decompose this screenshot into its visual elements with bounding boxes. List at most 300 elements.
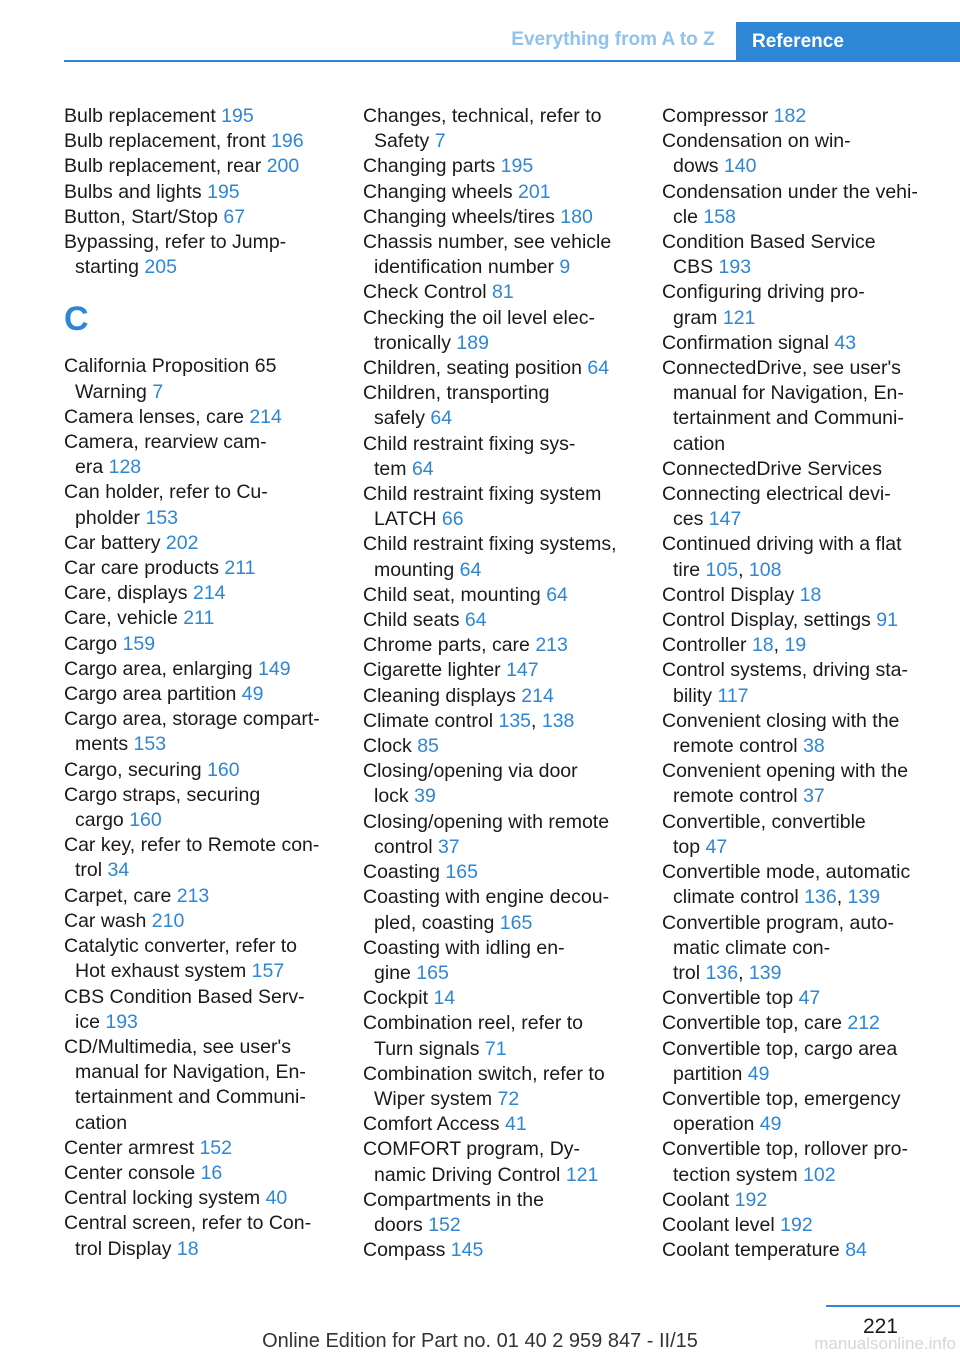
index-column-3 (662, 104, 942, 1263)
index-entry-term: tire (673, 558, 706, 581)
index-entry-term: Convertible program, auto- (662, 911, 894, 934)
index-entry-term: Hot exhaust system (75, 960, 252, 983)
page-reference-link[interactable]: 214 (521, 684, 554, 707)
page-reference-link[interactable]: 128 (108, 456, 142, 479)
index-entry-term: Convenient closing with the (662, 709, 900, 732)
page-reference-link[interactable]: 43 (834, 331, 857, 354)
page-reference-link[interactable]: 213 (176, 884, 210, 907)
index-entry-term: ice (75, 1010, 106, 1033)
page-reference-link[interactable]: 37 (803, 785, 825, 808)
index-entry-term: Convertible mode, automatic (662, 861, 911, 884)
index-entry-term: cargo (75, 809, 130, 832)
page-reference-link[interactable]: 72 (497, 1087, 520, 1110)
page-reference-link[interactable]: 136 (804, 886, 837, 909)
page-reference-link[interactable]: 160 (129, 809, 162, 832)
page-reference-link[interactable]: 180 (560, 205, 593, 228)
index-entry-term: Bulbs and lights (64, 180, 208, 203)
page-reference-link[interactable]: 18 (751, 634, 774, 657)
index-entry (64, 657, 336, 682)
page-reference-link[interactable]: 9 (559, 256, 571, 279)
index-entry-term: Control Display, settings (662, 609, 877, 632)
index-entry-term: Coasting (363, 861, 446, 884)
index-entry-term: Safety (374, 130, 435, 153)
page-reference-link[interactable]: 85 (417, 735, 439, 758)
page-reference-link[interactable]: 139 (748, 961, 782, 984)
index-entry-term: Changes, technical, refer to (363, 105, 602, 127)
page-reference-link[interactable]: 193 (718, 256, 752, 279)
page-reference-link[interactable]: 117 (717, 684, 749, 707)
index-entry-term: ces (673, 508, 709, 531)
index-entry (363, 432, 635, 482)
index-entry-term: Connecting electrical devi- (662, 483, 891, 506)
index-entry-term: identification number (374, 256, 560, 279)
index-entry-term: Coasting with idling en- (363, 936, 565, 959)
index-entry-term: Coolant (662, 1188, 735, 1211)
page-reference-link[interactable]: 182 (773, 105, 807, 127)
index-entry-term: remote control (673, 735, 804, 758)
index-entry (662, 129, 942, 179)
index-entry (64, 230, 336, 280)
page-reference-link[interactable]: 64 (459, 558, 482, 581)
index-entry (363, 381, 635, 431)
index-entry (64, 758, 336, 783)
index-entry (64, 707, 336, 757)
index-entry (363, 306, 635, 356)
index-entry (662, 1213, 942, 1238)
page-reference-link[interactable]: 7 (434, 130, 446, 153)
index-entry (64, 985, 336, 1035)
page-reference-link[interactable]: 138 (541, 709, 575, 732)
index-entry-term: Warning (75, 380, 153, 403)
index-entry (662, 104, 942, 129)
index-entry (363, 280, 635, 305)
index-entry-term: Condensation under the vehi- (662, 180, 918, 203)
index-entry-term: Button, Start/Stop (64, 205, 224, 228)
page-reference-link[interactable]: 205 (144, 256, 177, 279)
index-entry (363, 180, 635, 205)
index-entry-term: Turn signals (374, 1037, 485, 1060)
index-entry-term: tertainment and Communi- (673, 407, 904, 430)
index-entry (64, 1186, 336, 1211)
header-section-title: Everything from A to Z (511, 29, 715, 50)
index-entry-term: namic Driving Control (374, 1163, 566, 1186)
index-entry (662, 331, 942, 356)
index-entry (363, 986, 635, 1011)
index-entry (64, 1035, 336, 1136)
index-entry (363, 709, 635, 734)
index-entry-term: Bulb replacement, front (64, 130, 272, 153)
index-entry (363, 734, 635, 759)
page-reference-link[interactable]: 121 (722, 306, 756, 329)
index-entry (64, 180, 336, 205)
index-entry-term: Clock (363, 735, 418, 758)
index-entry-term: climate control (673, 886, 805, 909)
page-reference-link[interactable]: 121 (565, 1163, 599, 1186)
index-entry (662, 1188, 942, 1213)
page-reference-link[interactable]: 7 (152, 380, 164, 403)
index-entry-term: California Proposition 65 (64, 355, 277, 378)
index-entry (662, 1238, 942, 1263)
index-entry-term: Bulb replacement (64, 105, 222, 127)
index-entry (64, 909, 336, 934)
index-entry-term: Child restraint fixing systems, (363, 533, 617, 556)
index-entry-term: Car wash (64, 909, 152, 932)
index-entry-term: Changing wheels (363, 180, 519, 203)
index-entry (662, 356, 942, 457)
index-entry-term: Cargo, securing (64, 758, 208, 781)
page-reference-link[interactable]: 49 (759, 1113, 782, 1136)
index-entry (64, 632, 336, 657)
index-entry (64, 1136, 336, 1161)
index-entry-term: Convenient opening with the (662, 760, 909, 783)
page-reference-link[interactable]: 189 (456, 331, 489, 354)
index-entry-term: Checking the oil level elec- (363, 306, 595, 329)
page-reference-link[interactable]: 18 (176, 1237, 199, 1260)
index-entry-term: Convertible, convertible (662, 810, 866, 833)
index-entry (662, 482, 942, 532)
page-reference-link[interactable]: 159 (122, 632, 156, 655)
index-entry (662, 532, 942, 582)
page-reference-link[interactable]: 145 (450, 1239, 484, 1262)
index-entry (662, 633, 942, 658)
index-entry-term: Cargo area, storage compart- (64, 708, 320, 731)
page-reference-link[interactable]: 152 (199, 1136, 232, 1159)
index-entry (662, 911, 942, 987)
index-entry-term: Control systems, driving sta- (662, 659, 908, 682)
page-reference-link[interactable]: 135 (498, 709, 532, 732)
page-reference-link[interactable]: 200 (266, 155, 300, 178)
index-entry (662, 1137, 942, 1187)
index-entry-term: Carpet, care (64, 884, 177, 907)
index-entry-term: CBS Condition Based Serv- (64, 985, 305, 1008)
index-entry-term: matic climate con- (673, 936, 831, 959)
page-reference-link[interactable]: 149 (258, 657, 291, 680)
page-reference-link[interactable]: 195 (207, 180, 240, 203)
index-column-1 (64, 104, 336, 1262)
index-entry (662, 608, 942, 633)
index-entry-term: lock (374, 785, 415, 808)
page-reference-link[interactable]: 38 (803, 735, 825, 758)
page-reference-link[interactable]: 102 (803, 1163, 836, 1186)
index-entry-term: Children, transporting (363, 382, 550, 405)
page-reference-link[interactable]: 211 (183, 607, 215, 630)
index-entry-term: Convertible top (662, 987, 799, 1010)
page-reference-link[interactable]: 91 (876, 609, 898, 632)
page-separator: , (531, 709, 542, 732)
index-entry (662, 1087, 942, 1137)
page-reference-link[interactable]: 214 (192, 582, 226, 605)
page-reference-link[interactable]: 153 (145, 506, 179, 529)
index-entry (64, 205, 336, 230)
index-entry-term: CD/Multimedia, see user's (64, 1035, 291, 1058)
page-reference-link[interactable]: 140 (723, 155, 757, 178)
index-entry (64, 783, 336, 833)
index-entry (363, 532, 635, 582)
index-entry (662, 1037, 942, 1087)
index-entry (363, 684, 635, 709)
index-entry (363, 230, 635, 280)
index-entry (662, 180, 942, 230)
page-reference-link[interactable]: 49 (241, 683, 264, 706)
index-entry-term: cle (673, 205, 704, 228)
page-reference-link[interactable]: 160 (207, 758, 240, 781)
index-entry-term: Compass (363, 1239, 451, 1262)
index-entry-term: safely (374, 407, 431, 430)
page-reference-link[interactable]: 40 (265, 1187, 288, 1210)
page-reference-link[interactable]: 158 (703, 205, 736, 228)
page-reference-link[interactable]: 210 (151, 909, 185, 932)
index-entry-term: Condensation on win- (662, 130, 851, 153)
index-entry-term: Cargo area, enlarging (64, 657, 259, 680)
page-reference-link[interactable]: 165 (416, 961, 449, 984)
page-reference-link[interactable]: 152 (428, 1213, 461, 1236)
index-entry-term: Bulb replacement, rear (64, 155, 267, 178)
page-reference-link[interactable]: 201 (518, 180, 551, 203)
index-entry (363, 885, 635, 935)
page-reference-link[interactable]: 214 (249, 405, 282, 428)
index-entry-term: starting (75, 256, 145, 279)
page-reference-link[interactable]: 195 (221, 105, 254, 127)
index-entry (363, 633, 635, 658)
index-entry-term: mounting (374, 558, 460, 581)
index-entry (363, 1062, 635, 1112)
index-entry (363, 759, 635, 809)
index-entry-term: tem (374, 457, 412, 480)
page-reference-link[interactable]: 19 (784, 634, 807, 657)
index-entry-term: Condition Based Service (662, 231, 876, 254)
index-entry-term: pled, coasting (374, 911, 500, 934)
page-separator: , (773, 634, 785, 657)
page-reference-link[interactable]: 153 (133, 733, 167, 756)
page-reference-link[interactable]: 84 (845, 1239, 867, 1262)
index-entry (363, 936, 635, 986)
page-reference-link[interactable]: 108 (748, 558, 782, 581)
page-reference-link[interactable]: 47 (705, 835, 728, 858)
index-entry-term: Center armrest (64, 1136, 200, 1159)
index-entry (662, 810, 942, 860)
index-entry (64, 833, 336, 883)
index-entry (64, 606, 336, 631)
page-reference-link[interactable]: 18 (799, 583, 822, 606)
index-entry (363, 482, 635, 532)
index-entry-term: remote control (673, 785, 804, 808)
index-entry (662, 860, 942, 910)
index-entry-term: Cargo (64, 632, 123, 655)
index-entry-term: Central locking system (64, 1187, 266, 1210)
index-entry (64, 354, 336, 404)
index-entry (64, 430, 336, 480)
index-entry-term: Check Control (363, 281, 492, 304)
index-entry (64, 556, 336, 581)
index-entry (363, 860, 635, 885)
watermark-text: manualsonline.info (814, 1334, 956, 1353)
index-entry-term: cation (75, 1111, 128, 1134)
page-reference-link[interactable]: 64 (587, 357, 610, 380)
index-entry-term: operation (673, 1113, 760, 1136)
index-entry-term: doors (374, 1213, 429, 1236)
index-entry-term: Chrome parts, care (363, 634, 536, 657)
index-entry-term: Controller (662, 634, 752, 657)
page-separator: , (836, 886, 848, 909)
footer-edition-text: Online Edition for Part no. 01 40 2 959 847 - II/15 (262, 1330, 698, 1352)
index-entry-term: Coolant level (662, 1213, 781, 1236)
page-reference-link[interactable]: 37 (437, 835, 460, 858)
index-entry-term: Child seats (363, 609, 465, 632)
index-entry (64, 104, 336, 129)
page-reference-link[interactable]: 64 (546, 583, 568, 606)
index-column-2 (363, 104, 635, 1263)
page-reference-link[interactable]: 196 (271, 130, 304, 153)
index-entry (64, 405, 336, 430)
page-reference-link[interactable]: 105 (705, 558, 739, 581)
index-entry (363, 810, 635, 860)
index-entry-term: Changing wheels/tires (363, 205, 561, 228)
index-entry-term: Bypassing, refer to Jump- (64, 231, 287, 254)
index-entry-term: Closing/opening with remote (363, 810, 610, 833)
index-entry-term: control (374, 835, 438, 858)
index-entry (662, 658, 942, 708)
index-entry (662, 583, 942, 608)
page-reference-link[interactable]: 81 (491, 281, 514, 304)
index-entry-term: Child restraint fixing sys- (363, 432, 576, 455)
page-reference-link[interactable]: 66 (441, 508, 464, 531)
index-entry-term: Convertible top, emergency (662, 1087, 901, 1110)
index-entry (64, 531, 336, 556)
index-entry (662, 457, 942, 482)
index-entry-term: Cargo area partition (64, 683, 242, 706)
page-reference-link[interactable]: 202 (165, 531, 199, 554)
page-reference-link[interactable]: 212 (847, 1012, 880, 1035)
index-entry-term: Convertible top, cargo area (662, 1037, 898, 1060)
index-entry-term: cation (673, 432, 726, 455)
index-entry-term: Configuring driving pro- (662, 281, 865, 304)
index-entry (363, 104, 635, 154)
page-reference-link[interactable]: 64 (464, 609, 487, 632)
index-entry-term: partition (673, 1062, 748, 1085)
index-entry-term: Comfort Access (363, 1113, 505, 1136)
page-number: 221 (862, 1315, 898, 1338)
index-entry (363, 1188, 635, 1238)
page-reference-link[interactable]: 49 (747, 1062, 770, 1085)
index-entry-term: Camera, rearview cam- (64, 431, 267, 454)
page-reference-link[interactable]: 192 (734, 1188, 768, 1211)
index-entry-term: Combination switch, refer to (363, 1062, 605, 1085)
index-entry-term: Care, vehicle (64, 607, 184, 630)
index-entry-term: Cargo straps, securing (64, 783, 261, 806)
page-reference-link[interactable]: 165 (445, 861, 478, 884)
page-reference-link[interactable]: 64 (411, 457, 434, 480)
index-entry-term: trol (673, 961, 706, 984)
index-entry (64, 1211, 336, 1261)
index-entry-term: Coolant temperature (662, 1239, 846, 1262)
index-entry (363, 1011, 635, 1061)
index-entry (64, 1161, 336, 1186)
index-entry-term: Continued driving with a flat (662, 533, 902, 556)
page-reference-link[interactable]: 147 (506, 659, 539, 682)
page-reference-link[interactable]: 71 (484, 1037, 507, 1060)
index-entry-term: top (673, 835, 706, 858)
index-entry-term: Can holder, refer to Cu- (64, 481, 268, 504)
index-entry-term: Center console (64, 1161, 201, 1184)
index-entry (64, 581, 336, 606)
page-reference-link[interactable]: 67 (223, 205, 246, 228)
index-entry-term: Car battery (64, 531, 166, 554)
page-reference-link[interactable]: 34 (107, 859, 130, 882)
page-reference-link[interactable]: 213 (535, 634, 568, 657)
index-entry-term: Cleaning displays (363, 684, 522, 707)
index-entry (662, 709, 942, 759)
index-entry (662, 280, 942, 330)
index-entry-term: Combination reel, refer to (363, 1012, 584, 1035)
page-reference-link[interactable]: 47 (798, 987, 821, 1010)
index-entry (662, 1011, 942, 1036)
page-reference-link[interactable]: 14 (433, 987, 456, 1010)
page-reference-link[interactable]: 147 (708, 508, 742, 531)
index-entry-term: dows (673, 155, 724, 178)
header-tab-reference: Reference (736, 22, 960, 62)
index-entry-term: COMFORT program, Dy- (363, 1138, 581, 1161)
index-entry-term: Care, displays (64, 582, 193, 605)
index-entry-term: manual for Navigation, En- (673, 382, 904, 405)
index-entry (363, 205, 635, 230)
page-reference-link[interactable]: 41 (504, 1113, 527, 1136)
index-entry-term: Cockpit (363, 987, 434, 1010)
page-separator: , (738, 558, 749, 581)
index-entry-term: Changing parts (363, 155, 501, 178)
index-entry-term: trol (75, 859, 108, 882)
page-reference-link[interactable]: 64 (430, 407, 453, 430)
page-reference-link[interactable]: 165 (499, 911, 533, 934)
index-entry-term: ments (75, 733, 134, 756)
index-entry-term: bility (673, 684, 718, 707)
page-reference-link[interactable]: 195 (500, 155, 534, 178)
page-reference-link[interactable]: 16 (200, 1161, 223, 1184)
index-entry (662, 230, 942, 280)
index-entry-term: ConnectedDrive Services (662, 457, 883, 480)
page-reference-link[interactable]: 39 (414, 785, 436, 808)
index-entry (64, 884, 336, 909)
index-entry-term: Wiper system (374, 1087, 498, 1110)
page-reference-link[interactable]: 211 (224, 557, 256, 580)
index-entry (363, 608, 635, 633)
page-reference-link[interactable]: 193 (105, 1010, 138, 1033)
index-entry-term: Cigarette lighter (363, 659, 507, 682)
index-entry-term: Closing/opening via door (363, 760, 578, 783)
page-reference-link[interactable]: 136 (705, 961, 739, 984)
index-entry-term: Confirmation signal (662, 331, 835, 354)
index-entry-term: Chassis number, see vehicle (363, 231, 612, 254)
index-entry-term: Control Display (662, 583, 800, 606)
index-entry-term: Catalytic converter, refer to (64, 935, 298, 958)
index-entry-term: Central screen, refer to Con- (64, 1212, 312, 1235)
index-entry-term: Convertible top, rollover pro- (662, 1138, 909, 1161)
index-entry-term: Compressor (662, 105, 774, 127)
index-entry (64, 934, 336, 984)
page-separator: , (738, 961, 749, 984)
footer-rule (826, 1305, 960, 1307)
index-entry-term: Child restraint fixing system (363, 483, 602, 506)
index-entry-term: gram (673, 306, 723, 329)
index-entry-term: Compartments in the (363, 1188, 544, 1211)
index-entry-term: trol Display (75, 1237, 177, 1260)
page-reference-link[interactable]: 139 (847, 886, 881, 909)
page-reference-link[interactable]: 157 (251, 960, 285, 983)
index-entry (363, 154, 635, 179)
index-entry-term: Climate control (363, 709, 499, 732)
page-reference-link[interactable]: 192 (780, 1213, 813, 1236)
index-entry-term: ConnectedDrive, see user's (662, 357, 901, 380)
index-entry-term: Children, seating position (363, 357, 588, 380)
